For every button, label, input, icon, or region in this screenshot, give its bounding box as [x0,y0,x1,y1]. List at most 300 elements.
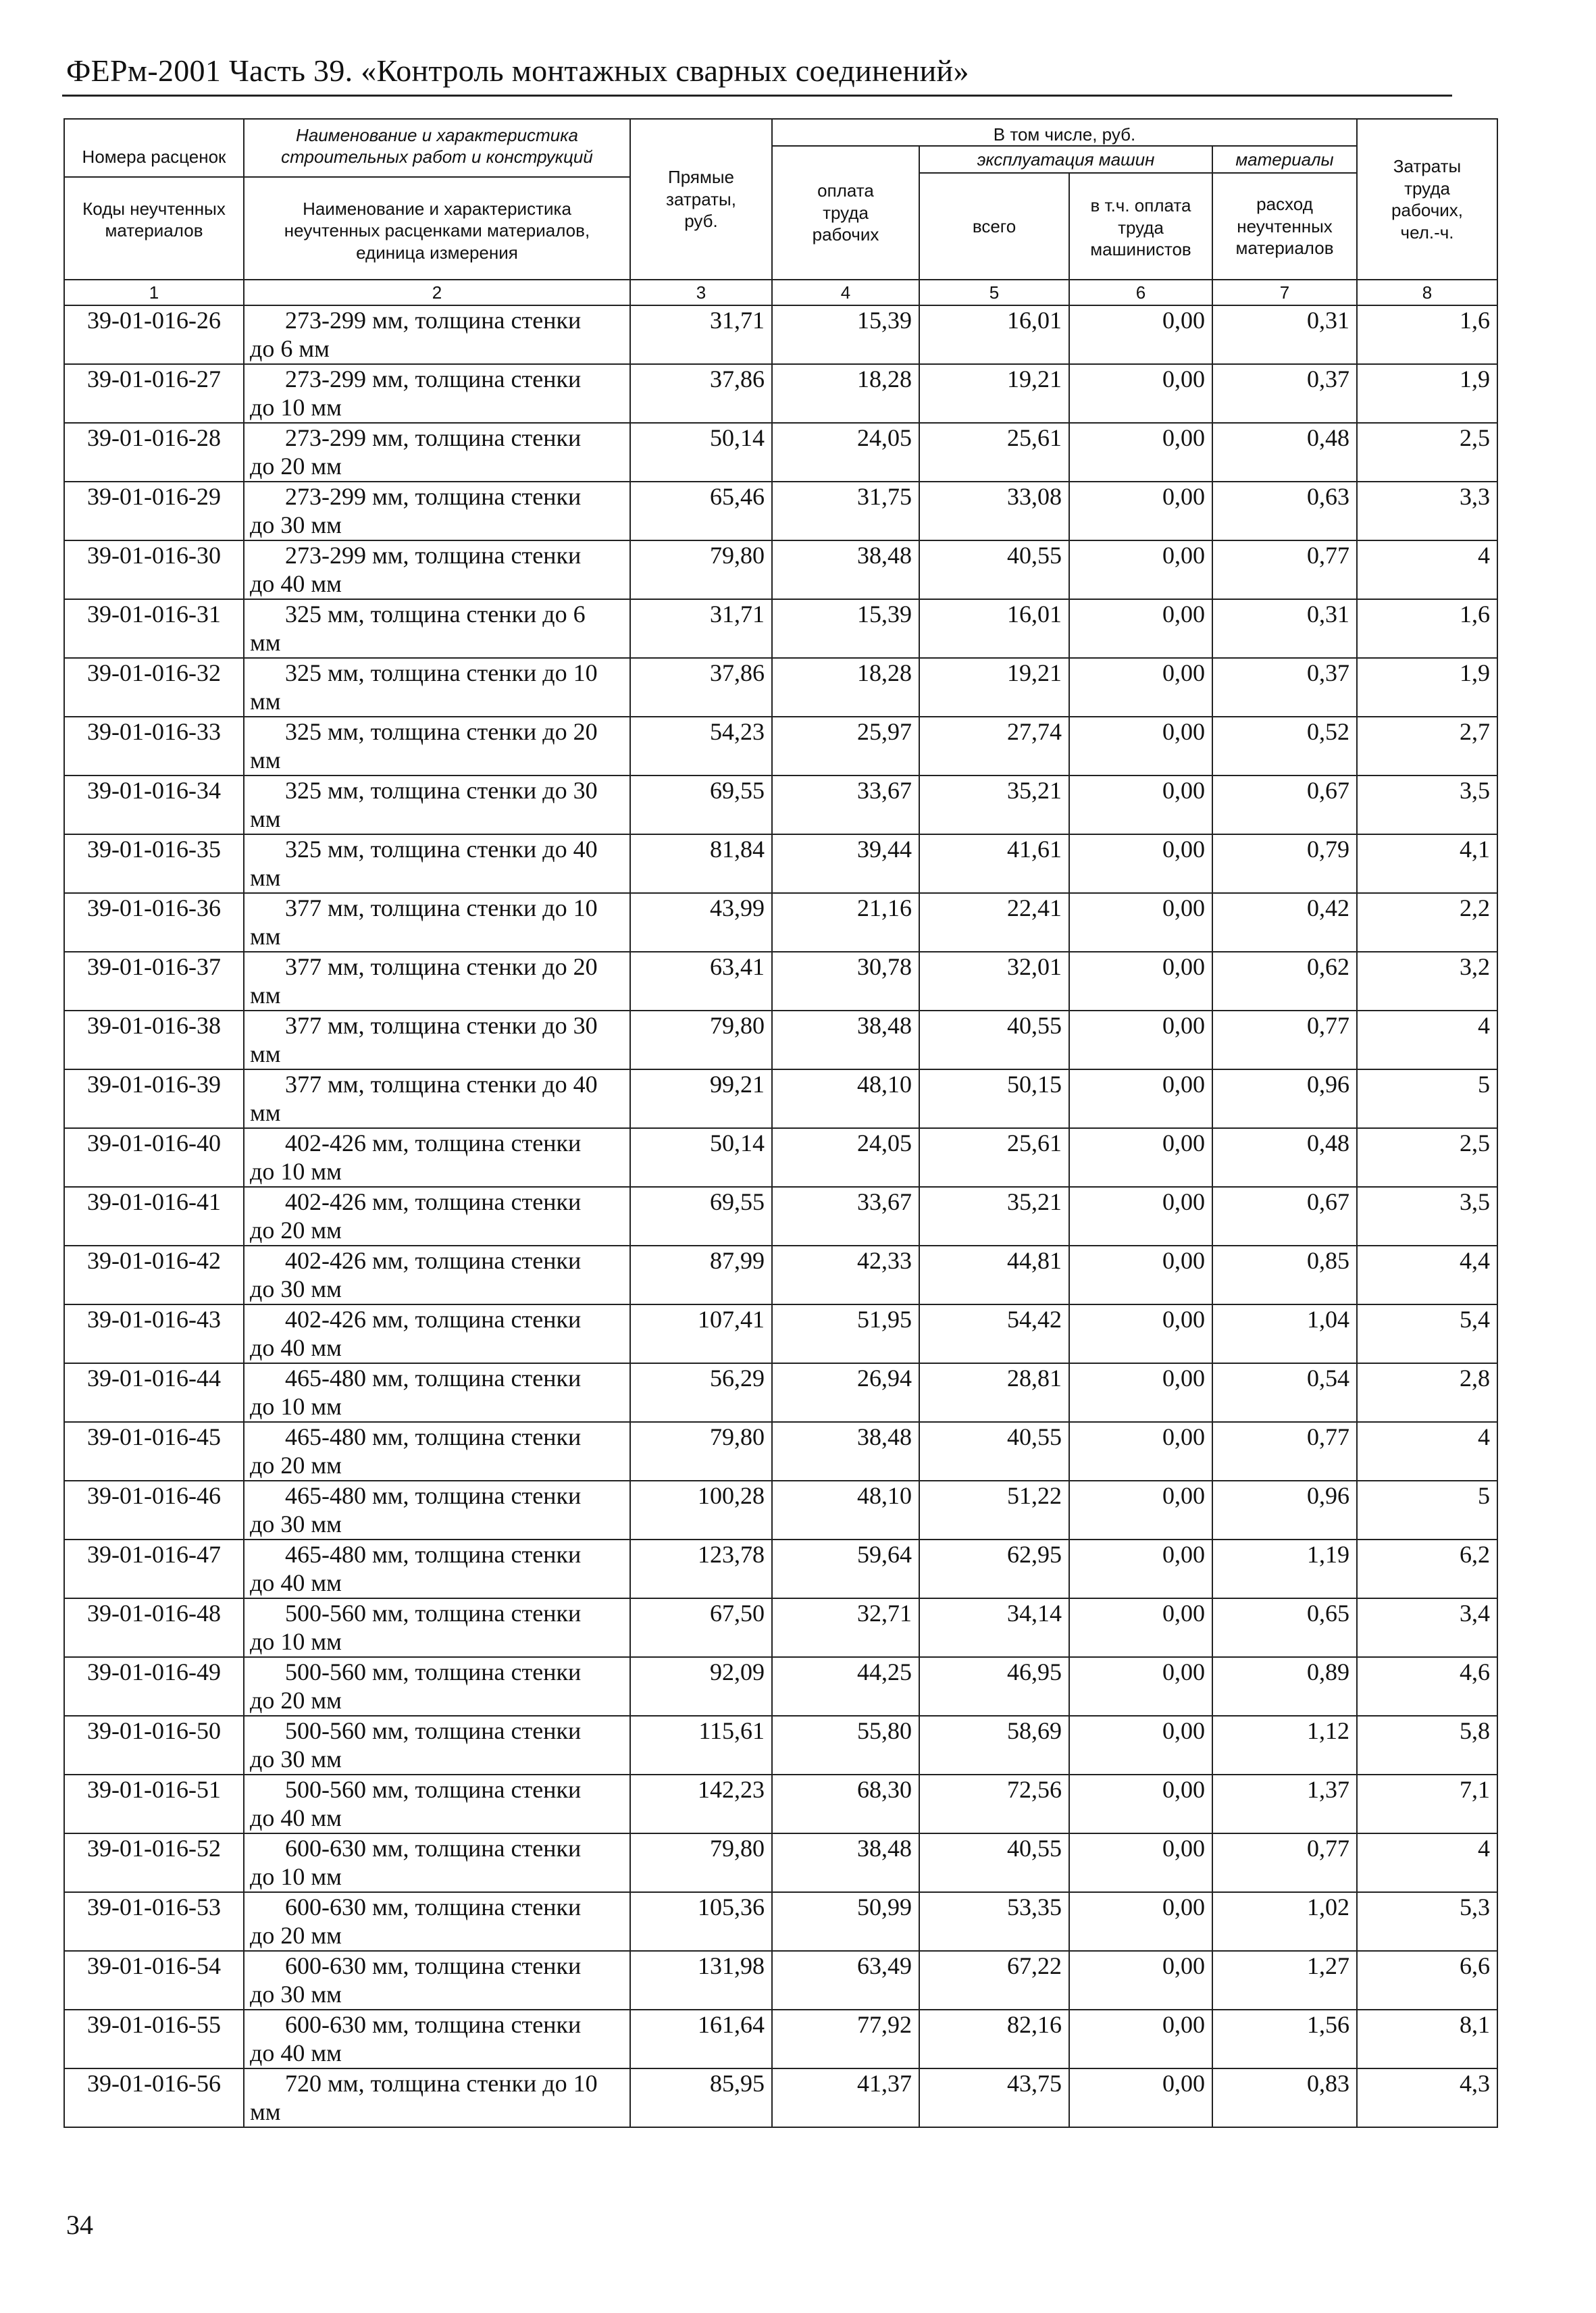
description-line-1: 325 мм, толщина стенки до 40 [285,836,598,863]
materials-value: 0,31 [1212,305,1357,364]
labor-costs-value: 4,6 [1357,1657,1497,1716]
machine-total-value: 46,95 [919,1657,1069,1716]
worker-pay-value: 48,10 [772,1069,919,1128]
rate-code: 39-01-016-38 [64,1011,244,1069]
header-rate-numbers: Номера расценок [82,147,226,168]
machine-total-value: 54,42 [919,1304,1069,1363]
direct-costs-value: 43,99 [630,893,772,952]
worker-pay-value: 38,48 [772,540,919,599]
table-row [64,305,1497,364]
rate-code: 39-01-016-54 [64,1951,244,2010]
operator-pay-value: 0,00 [1069,540,1212,599]
table-row [64,599,1497,658]
worker-pay-value: 32,71 [772,1598,919,1657]
column-number: 3 [630,280,772,305]
machine-total-value: 22,41 [919,893,1069,952]
labor-costs-value: 3,3 [1357,482,1497,540]
table-row [64,1011,1497,1069]
materials-value: 0,83 [1212,2068,1357,2127]
worker-pay-value: 15,39 [772,305,919,364]
rate-description [244,1951,630,2010]
materials-value: 0,62 [1212,952,1357,1011]
description-line-2: до 30 мм [250,1275,342,1302]
operator-pay-value: 0,00 [1069,1422,1212,1481]
machine-total-value: 53,35 [919,1892,1069,1951]
materials-value: 0,37 [1212,658,1357,717]
materials-value: 0,63 [1212,482,1357,540]
materials-value: 1,37 [1212,1775,1357,1833]
operator-pay-value: 0,00 [1069,2068,1212,2127]
description-line-1: 325 мм, толщина стенки до 10 [285,659,598,686]
operator-pay-value: 0,00 [1069,717,1212,776]
worker-pay-value: 55,80 [772,1716,919,1775]
rate-description [244,893,630,952]
table-row [64,2068,1497,2127]
direct-costs-value: 50,14 [630,1128,772,1187]
description-line-2: мм [250,688,281,715]
description-line-2: до 10 мм [250,394,342,421]
rate-code: 39-01-016-43 [64,1304,244,1363]
rate-code: 39-01-016-27 [64,364,244,423]
rate-code: 39-01-016-45 [64,1422,244,1481]
description-line-2: мм [250,629,281,656]
rate-description [244,834,630,893]
labor-costs-value: 2,5 [1357,423,1497,482]
machine-total-value: 25,61 [919,1128,1069,1187]
header-material-codes: Коды неучтенных материалов [65,176,243,255]
description-line-1: 325 мм, толщина стенки до 30 [285,777,598,804]
machine-total-value: 16,01 [919,599,1069,658]
worker-pay-value: 33,67 [772,776,919,834]
machine-total-value: 34,14 [919,1598,1069,1657]
description-line-1: 720 мм, толщина стенки до 10 [285,2070,598,2097]
table-row [64,1598,1497,1657]
description-line-2: до 40 мм [250,2039,342,2066]
materials-value: 0,52 [1212,717,1357,776]
operator-pay-value: 0,00 [1069,834,1212,893]
description-line-1: 273-299 мм, толщина стенки [285,424,582,451]
materials-value: 0,48 [1212,1128,1357,1187]
direct-costs-value: 31,71 [630,599,772,658]
labor-costs-value: 4 [1357,1011,1497,1069]
labor-costs-value: 3,4 [1357,1598,1497,1657]
rate-description [244,1363,630,1422]
materials-value: 0,77 [1212,540,1357,599]
worker-pay-value: 31,75 [772,482,919,540]
operator-pay-value: 0,00 [1069,305,1212,364]
description-line-1: 325 мм, толщина стенки до 6 [285,601,586,628]
table-row [64,1246,1497,1304]
labor-costs-value: 6,6 [1357,1951,1497,2010]
description-line-2: до 20 мм [250,1452,342,1479]
machine-total-value: 40,55 [919,1833,1069,1892]
rate-description [244,658,630,717]
direct-costs-value: 81,84 [630,834,772,893]
labor-costs-value: 4 [1357,1422,1497,1481]
materials-value: 1,27 [1212,1951,1357,2010]
machine-total-value: 50,15 [919,1069,1069,1128]
direct-costs-value: 56,29 [630,1363,772,1422]
rate-description [244,1892,630,1951]
materials-value: 0,96 [1212,1481,1357,1540]
description-line-1: 500-560 мм, толщина стенки [285,1658,582,1685]
rate-code: 39-01-016-40 [64,1128,244,1187]
materials-value: 0,67 [1212,1187,1357,1246]
description-line-1: 465-480 мм, толщина стенки [285,1423,582,1450]
description-line-2: до 10 мм [250,1628,342,1655]
description-line-2: до 20 мм [250,1922,342,1949]
header-machine-total: всего [919,173,1069,280]
machine-total-value: 19,21 [919,364,1069,423]
description-line-2: до 20 мм [250,1687,342,1714]
rate-code: 39-01-016-28 [64,423,244,482]
description-line-2: до 10 мм [250,1393,342,1420]
rate-description [244,1069,630,1128]
column-number: 6 [1069,280,1212,305]
description-line-1: 377 мм, толщина стенки до 10 [285,894,598,921]
worker-pay-value: 15,39 [772,599,919,658]
materials-value: 0,42 [1212,893,1357,952]
operator-pay-value: 0,00 [1069,1246,1212,1304]
rate-description [244,1246,630,1304]
materials-value: 0,77 [1212,1011,1357,1069]
column-number: 7 [1212,280,1357,305]
direct-costs-value: 85,95 [630,2068,772,2127]
machine-total-value: 35,21 [919,1187,1069,1246]
worker-pay-value: 39,44 [772,834,919,893]
table-row [64,1187,1497,1246]
description-line-1: 465-480 мм, толщина стенки [285,1541,582,1568]
materials-value: 1,12 [1212,1716,1357,1775]
operator-pay-value: 0,00 [1069,423,1212,482]
rate-description [244,1481,630,1540]
labor-costs-value: 2,2 [1357,893,1497,952]
header-labor-costs: Затраты труда рабочих, чел.-ч. [1357,119,1497,280]
rate-description [244,1657,630,1716]
operator-pay-value: 0,00 [1069,1187,1212,1246]
worker-pay-value: 26,94 [772,1363,919,1422]
description-line-2: мм [250,864,281,891]
rate-code: 39-01-016-41 [64,1187,244,1246]
rate-description [244,1716,630,1775]
worker-pay-value: 21,16 [772,893,919,952]
machine-total-value: 58,69 [919,1716,1069,1775]
labor-costs-value: 6,2 [1357,1540,1497,1598]
rate-description [244,1187,630,1246]
worker-pay-value: 59,64 [772,1540,919,1598]
description-line-1: 465-480 мм, толщина стенки [285,1365,582,1392]
header-materials: материалы [1212,146,1357,173]
operator-pay-value: 0,00 [1069,1892,1212,1951]
rate-description [244,1128,630,1187]
description-line-1: 402-426 мм, толщина стенки [285,1129,582,1156]
description-line-1: 273-299 мм, толщина стенки [285,307,582,334]
table-row [64,776,1497,834]
rate-code: 39-01-016-53 [64,1892,244,1951]
column-number: 8 [1357,280,1497,305]
machine-total-value: 51,22 [919,1481,1069,1540]
machine-total-value: 32,01 [919,952,1069,1011]
rate-code: 39-01-016-36 [64,893,244,952]
operator-pay-value: 0,00 [1069,482,1212,540]
direct-costs-value: 79,80 [630,540,772,599]
machine-total-value: 16,01 [919,305,1069,364]
materials-value: 1,19 [1212,1540,1357,1598]
operator-pay-value: 0,00 [1069,1833,1212,1892]
table-header [64,119,1497,305]
description-line-1: 273-299 мм, толщина стенки [285,542,582,569]
rate-description [244,599,630,658]
labor-costs-value: 4 [1357,1833,1497,1892]
machine-total-value: 40,55 [919,540,1069,599]
labor-costs-value: 5,8 [1357,1716,1497,1775]
rate-code: 39-01-016-51 [64,1775,244,1833]
labor-costs-value: 4,3 [1357,2068,1497,2127]
operator-pay-value: 0,00 [1069,776,1212,834]
labor-costs-value: 7,1 [1357,1775,1497,1833]
worker-pay-value: 18,28 [772,364,919,423]
machine-total-value: 28,81 [919,1363,1069,1422]
description-line-1: 500-560 мм, толщина стенки [285,1776,582,1803]
direct-costs-value: 87,99 [630,1246,772,1304]
materials-value: 0,48 [1212,423,1357,482]
table-row [64,1363,1497,1422]
rate-description [244,1422,630,1481]
description-line-2: до 30 мм [250,511,342,538]
table-row [64,1304,1497,1363]
labor-costs-value: 1,9 [1357,658,1497,717]
materials-value: 1,56 [1212,2010,1357,2068]
description-line-1: 600-630 мм, толщина стенки [285,1893,582,1921]
description-line-2: до 10 мм [250,1863,342,1890]
direct-costs-value: 63,41 [630,952,772,1011]
description-line-2: до 10 мм [250,1158,342,1185]
worker-pay-value: 24,05 [772,1128,919,1187]
description-line-2: мм [250,2098,281,2125]
rate-description [244,2068,630,2127]
rate-description [244,1598,630,1657]
table-row [64,1657,1497,1716]
machine-total-value: 25,61 [919,423,1069,482]
header-worker-pay: оплата труда рабочих [772,146,919,280]
column-number: 5 [919,280,1069,305]
operator-pay-value: 0,00 [1069,2010,1212,2068]
rate-code: 39-01-016-48 [64,1598,244,1657]
table-row [64,834,1497,893]
description-line-2: до 30 мм [250,1510,342,1537]
table-body [64,305,1497,2127]
direct-costs-value: 65,46 [630,482,772,540]
column-number: 4 [772,280,919,305]
description-line-1: 273-299 мм, толщина стенки [285,483,582,510]
rate-code: 39-01-016-56 [64,2068,244,2127]
direct-costs-value: 107,41 [630,1304,772,1363]
labor-costs-value: 5 [1357,1481,1497,1540]
worker-pay-value: 30,78 [772,952,919,1011]
rate-description [244,2010,630,2068]
rate-code: 39-01-016-55 [64,2010,244,2068]
description-line-1: 402-426 мм, толщина стенки [285,1247,582,1274]
labor-costs-value: 3,2 [1357,952,1497,1011]
rate-description [244,364,630,423]
machine-total-value: 41,61 [919,834,1069,893]
direct-costs-value: 79,80 [630,1422,772,1481]
description-line-2: мм [250,1040,281,1067]
table-row [64,1775,1497,1833]
description-line-1: 273-299 мм, толщина стенки [285,365,582,392]
worker-pay-value: 44,25 [772,1657,919,1716]
worker-pay-value: 41,37 [772,2068,919,2127]
materials-value: 0,31 [1212,599,1357,658]
machine-total-value: 43,75 [919,2068,1069,2127]
direct-costs-value: 105,36 [630,1892,772,1951]
worker-pay-value: 68,30 [772,1775,919,1833]
table-row [64,1716,1497,1775]
labor-costs-value: 1,9 [1357,364,1497,423]
operator-pay-value: 0,00 [1069,1951,1212,2010]
rate-code: 39-01-016-26 [64,305,244,364]
rate-description [244,1833,630,1892]
labor-costs-value: 5,3 [1357,1892,1497,1951]
materials-value: 1,02 [1212,1892,1357,1951]
page-title: ФЕРм-2001 Часть 39. «Контроль монтажных сварных соединений» [66,53,969,88]
rate-code: 39-01-016-35 [64,834,244,893]
rate-code: 39-01-016-52 [64,1833,244,1892]
description-line-1: 600-630 мм, толщина стенки [285,1835,582,1862]
worker-pay-value: 77,92 [772,2010,919,2068]
rate-code: 39-01-016-39 [64,1069,244,1128]
materials-value: 0,54 [1212,1363,1357,1422]
description-line-2: до 20 мм [250,453,342,480]
header-direct-costs: Прямые затраты, руб. [630,119,772,280]
materials-value: 0,67 [1212,776,1357,834]
labor-costs-value: 5 [1357,1069,1497,1128]
machine-total-value: 33,08 [919,482,1069,540]
direct-costs-value: 123,78 [630,1540,772,1598]
description-line-2: до 40 мм [250,1804,342,1831]
worker-pay-value: 51,95 [772,1304,919,1363]
operator-pay-value: 0,00 [1069,1304,1212,1363]
worker-pay-value: 18,28 [772,658,919,717]
description-line-2: до 20 мм [250,1217,342,1244]
direct-costs-value: 161,64 [630,2010,772,2068]
labor-costs-value: 2,7 [1357,717,1497,776]
description-line-1: 377 мм, толщина стенки до 40 [285,1071,598,1098]
operator-pay-value: 0,00 [1069,1775,1212,1833]
header-operator-pay: в т.ч. оплата труда машинистов [1069,173,1212,280]
page-number: 34 [66,2210,93,2240]
description-line-2: мм [250,746,281,773]
machine-total-value: 62,95 [919,1540,1069,1598]
labor-costs-value: 3,5 [1357,1187,1497,1246]
rate-description [244,482,630,540]
materials-value: 0,37 [1212,364,1357,423]
table-row [64,1128,1497,1187]
rate-code: 39-01-016-29 [64,482,244,540]
worker-pay-value: 50,99 [772,1892,919,1951]
direct-costs-value: 67,50 [630,1598,772,1657]
worker-pay-value: 24,05 [772,423,919,482]
description-line-2: до 30 мм [250,1746,342,1773]
machine-total-value: 44,81 [919,1246,1069,1304]
description-line-1: 600-630 мм, толщина стенки [285,2011,582,2038]
rate-code: 39-01-016-49 [64,1657,244,1716]
machine-total-value: 40,55 [919,1422,1069,1481]
header-work-name: Наименование и характеристика строительных работ и конструкций [281,124,593,168]
direct-costs-value: 115,61 [630,1716,772,1775]
description-line-2: до 6 мм [250,335,330,362]
header-rule [62,95,1452,97]
direct-costs-value: 79,80 [630,1833,772,1892]
worker-pay-value: 38,48 [772,1833,919,1892]
rate-description [244,423,630,482]
materials-value: 0,96 [1212,1069,1357,1128]
rate-description [244,305,630,364]
operator-pay-value: 0,00 [1069,1011,1212,1069]
labor-costs-value: 4,4 [1357,1246,1497,1304]
materials-value: 0,89 [1212,1657,1357,1716]
machine-total-value: 19,21 [919,658,1069,717]
rate-description [244,776,630,834]
labor-costs-value: 4 [1357,540,1497,599]
rate-code: 39-01-016-37 [64,952,244,1011]
worker-pay-value: 48,10 [772,1481,919,1540]
direct-costs-value: 37,86 [630,658,772,717]
description-line-1: 600-630 мм, толщина стенки [285,1952,582,1979]
rate-description [244,717,630,776]
rate-description [244,1540,630,1598]
rate-code: 39-01-016-50 [64,1716,244,1775]
description-line-2: мм [250,923,281,950]
operator-pay-value: 0,00 [1069,893,1212,952]
header-machine-operation: эксплуатация машин [919,146,1212,173]
header-unaccounted-materials: расход неучтенных материалов [1212,173,1357,280]
table-row [64,1951,1497,2010]
table-row [64,952,1497,1011]
machine-total-value: 82,16 [919,2010,1069,2068]
worker-pay-value: 33,67 [772,1187,919,1246]
operator-pay-value: 0,00 [1069,1363,1212,1422]
labor-costs-value: 8,1 [1357,2010,1497,2068]
table-row [64,1540,1497,1598]
description-line-1: 402-426 мм, толщина стенки [285,1306,582,1333]
description-line-1: 325 мм, толщина стенки до 20 [285,718,598,745]
table-row [64,1833,1497,1892]
description-line-2: до 40 мм [250,570,342,597]
table-row [64,893,1497,952]
description-line-1: 465-480 мм, толщина стенки [285,1482,582,1509]
table-row [64,2010,1497,2068]
machine-total-value: 72,56 [919,1775,1069,1833]
description-line-2: мм [250,805,281,832]
rate-code: 39-01-016-44 [64,1363,244,1422]
table-row [64,717,1497,776]
worker-pay-value: 38,48 [772,1011,919,1069]
machine-total-value: 40,55 [919,1011,1069,1069]
direct-costs-value: 79,80 [630,1011,772,1069]
direct-costs-value: 92,09 [630,1657,772,1716]
rate-code: 39-01-016-32 [64,658,244,717]
operator-pay-value: 0,00 [1069,1069,1212,1128]
table-row [64,364,1497,423]
labor-costs-value: 3,5 [1357,776,1497,834]
rate-description [244,1775,630,1833]
header-material-name: Наименование и характеристика неучтенных расценками материалов, единица измерения [244,176,629,278]
machine-total-value: 35,21 [919,776,1069,834]
description-line-2: мм [250,1099,281,1126]
operator-pay-value: 0,00 [1069,1657,1212,1716]
operator-pay-value: 0,00 [1069,599,1212,658]
